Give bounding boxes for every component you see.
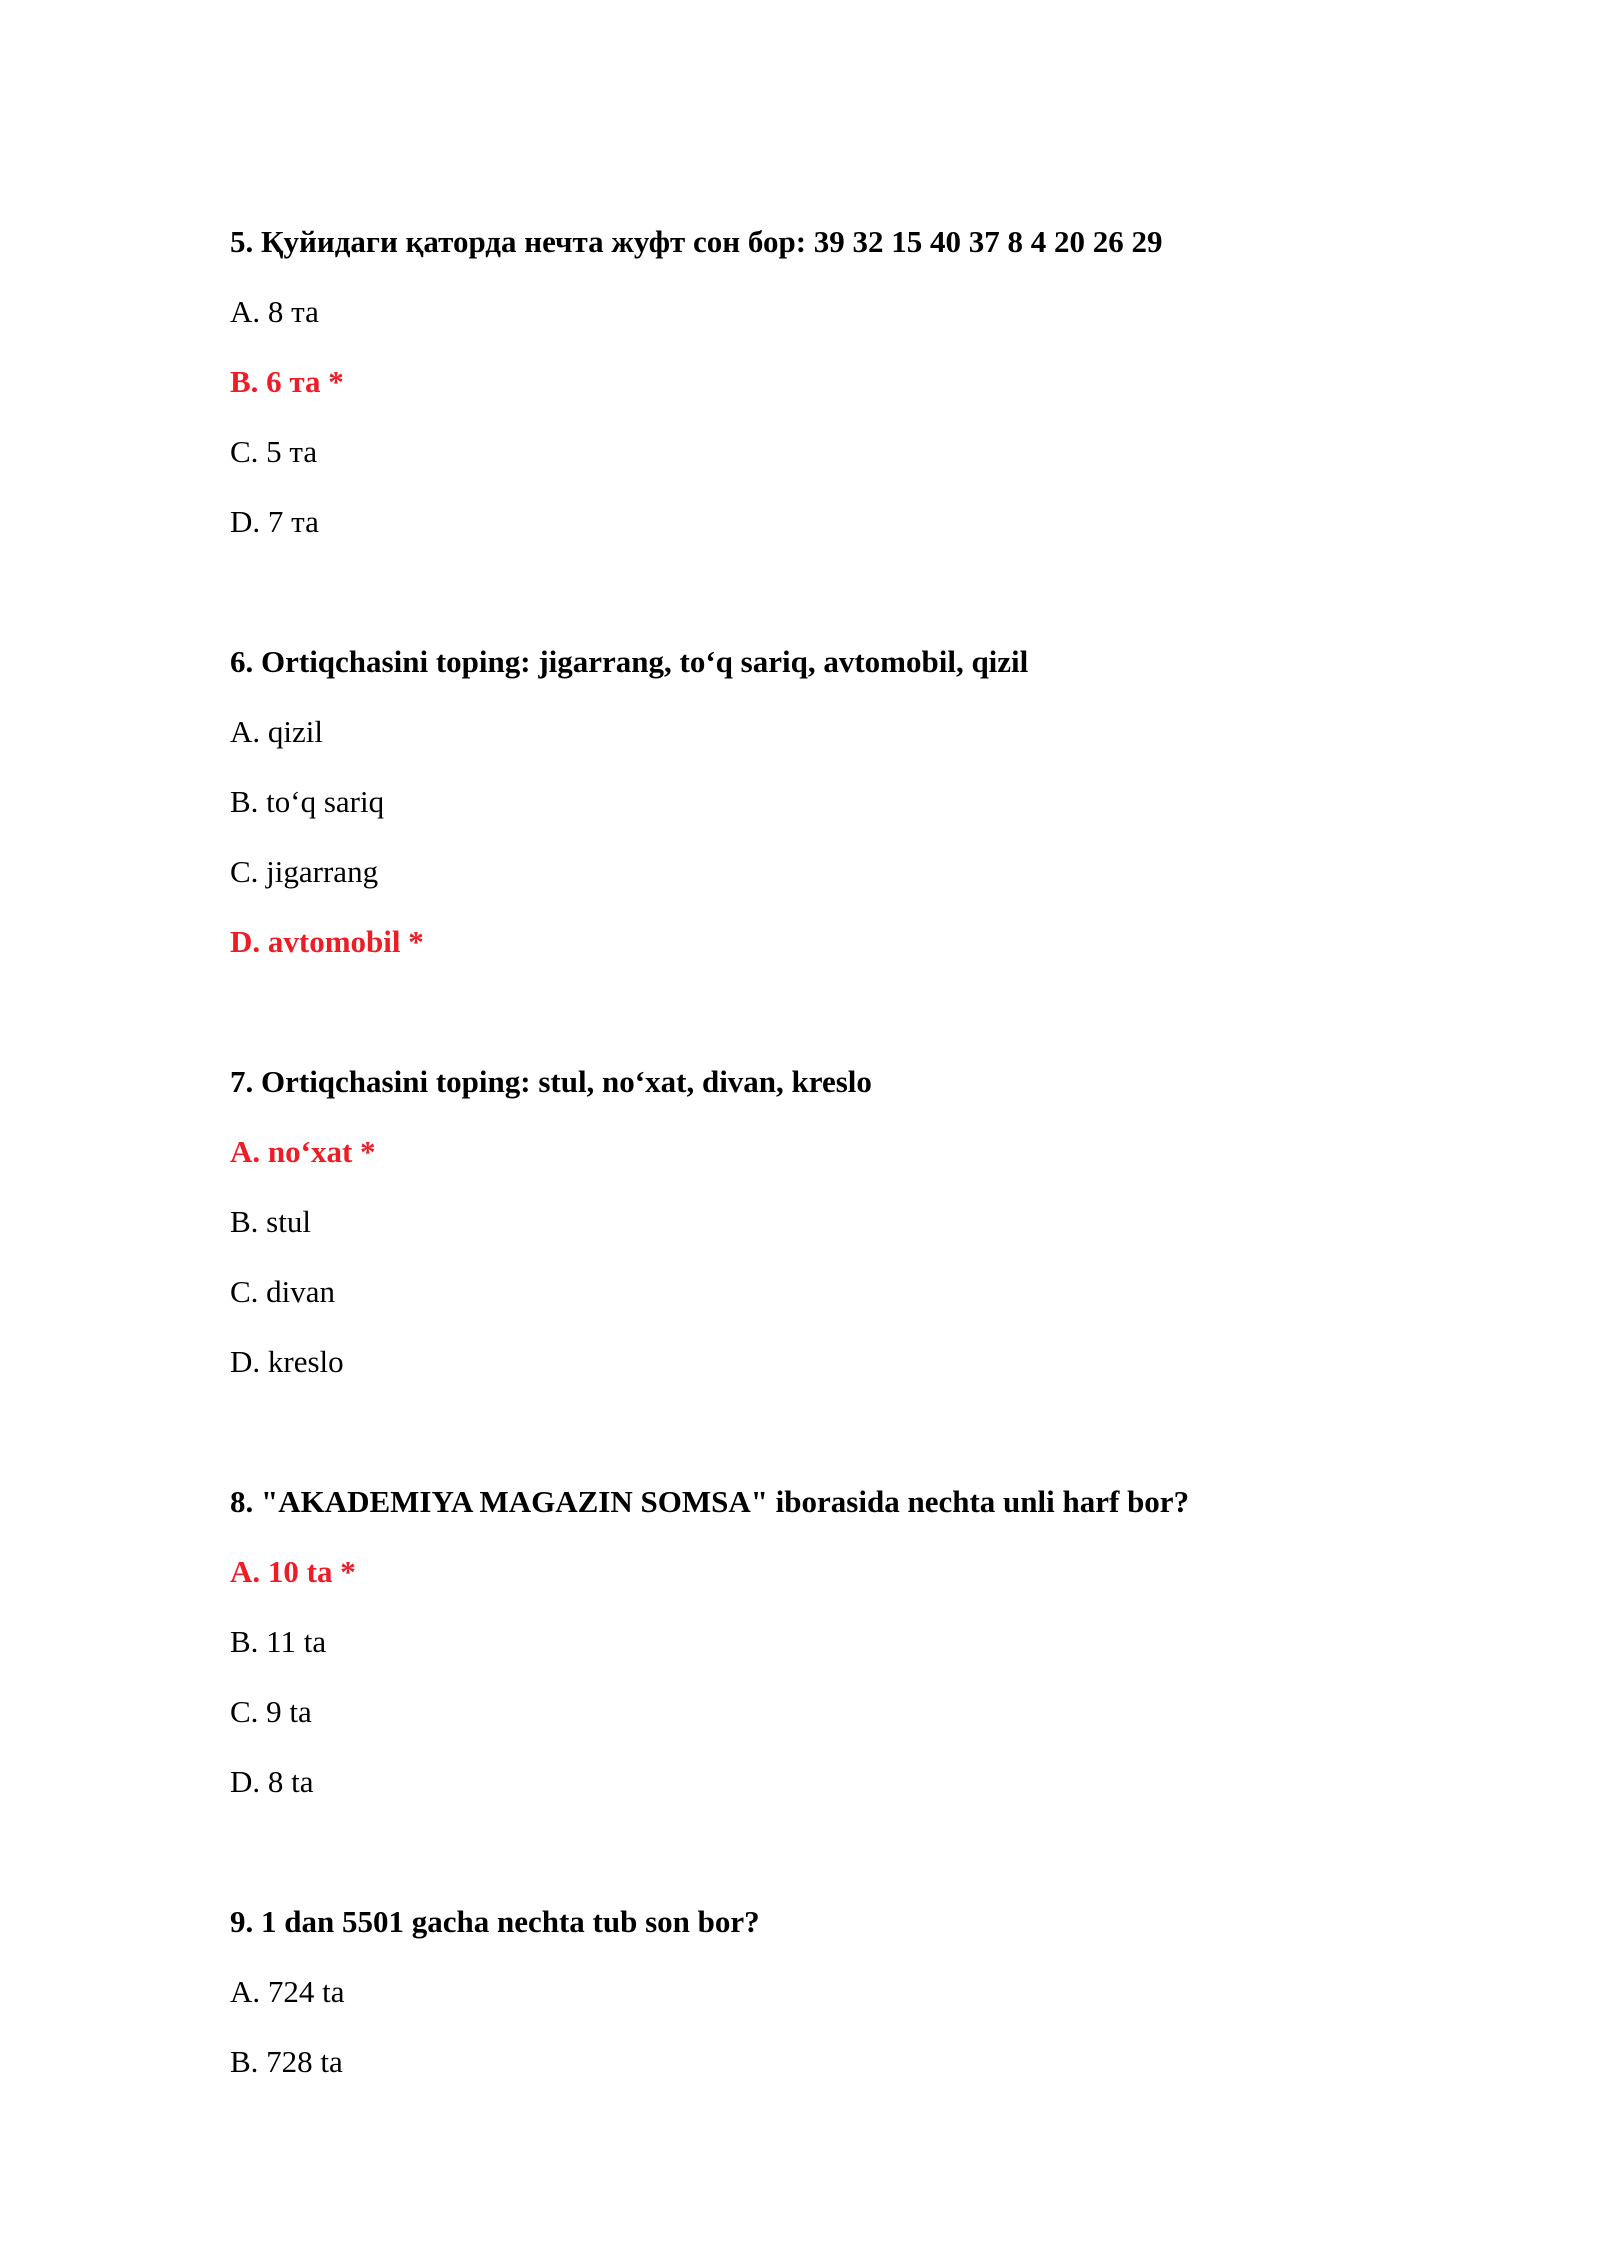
- question-6: 6. Ortiqchasini toping: jigarrang, to‘q sariq, avtomobil, qizil: [230, 644, 1029, 679]
- option-7d: D. kreslo: [230, 1344, 344, 1379]
- option-5d: D. 7 та: [230, 504, 319, 539]
- option-7c: C. divan: [230, 1274, 336, 1309]
- question-8: 8. "AKADEMIYA MAGAZIN SOMSA" iborasida nechta unli harf bor?: [230, 1484, 1190, 1519]
- option-7b: B. stul: [230, 1204, 311, 1239]
- option-8d: D. 8 ta: [230, 1764, 314, 1799]
- option-5c: C. 5 та: [230, 434, 318, 469]
- option-6a: A. qizil: [230, 714, 323, 749]
- question-7: 7. Ortiqchasini toping: stul, no‘xat, divan, kreslo: [230, 1064, 872, 1099]
- option-9a: A. 724 ta: [230, 1974, 345, 2009]
- question-5: 5. Қуйидаги қаторда нечта жуфт сон бор: 39 32 15 40 37 8 4 20 26 29: [230, 224, 1163, 259]
- option-9b: B. 728 ta: [230, 2044, 343, 2079]
- option-6b: B. to‘q sariq: [230, 784, 385, 819]
- option-8c: C. 9 ta: [230, 1694, 312, 1729]
- option-5a: A. 8 та: [230, 294, 319, 329]
- option-6c: C. jigarrang: [230, 854, 379, 889]
- option-8a-correct: A. 10 ta *: [230, 1554, 356, 1589]
- question-9: 9. 1 dan 5501 gacha nechta tub son bor?: [230, 1904, 760, 1939]
- option-7a-correct: A. no‘xat *: [230, 1134, 376, 1169]
- option-8b: B. 11 ta: [230, 1624, 327, 1659]
- option-6d-correct: D. avtomobil *: [230, 924, 424, 959]
- option-5b-correct: B. 6 та *: [230, 364, 344, 399]
